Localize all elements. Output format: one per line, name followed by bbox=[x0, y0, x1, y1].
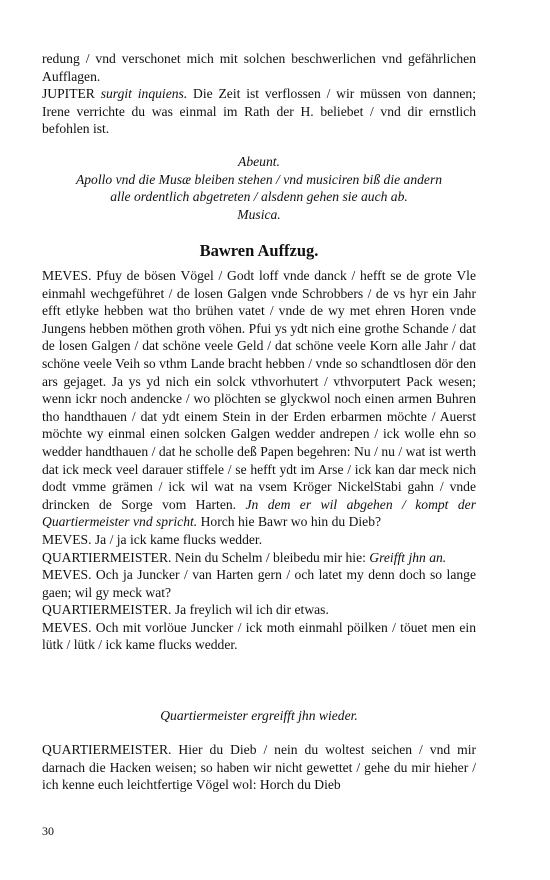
direction-line: Musica. bbox=[237, 206, 281, 222]
dialog-line: QUARTIERMEISTER. Ja freylich wil ich dir etwas. bbox=[42, 602, 329, 618]
last-paragraph: QUARTIERMEISTER. Hier du Dieb / nein du woltest seichen / vnd mir darnach die Hacken weisen; so haben wir nicht gewettet / gehe du mir hieher / ich kenne euch leichtfertige Vögel wol: Horch du Dieb bbox=[42, 742, 476, 793]
direction-line: alle ordentlich abgetreten / alsdenn gehen sie auch ab. bbox=[110, 189, 408, 205]
speech-text: Die Zeit ist verflossen / wir müssen von dannen; Irene verrichte du was einmal im Rath der H. beliebet / vnd dir ernstlich befohlen ist. bbox=[42, 86, 476, 137]
section-heading: Bawren Auffzug. bbox=[199, 241, 319, 260]
speaker: JUPITER bbox=[42, 86, 95, 102]
dialog-line: MEVES. Och mit vorlöue Juncker / ick moth einmahl pöilken / töuet men ein lütk / lütk / ick kame flucks wedder. bbox=[42, 619, 476, 653]
dialog-line: MEVES. Ja / ja ick kame flucks wedder. bbox=[42, 531, 263, 547]
paragraph: redung / vnd verschonet mich mit solchen beschwerlichen vnd gefährlichen Aufflagen. bbox=[42, 51, 476, 84]
jupiter-speech bbox=[42, 85, 476, 138]
stage-direction: Jn dem er wil abgehen / kompt der Quartiermeister vnd spricht. bbox=[42, 496, 476, 530]
stage-direction-block bbox=[42, 153, 476, 223]
direction-line: Abeunt. bbox=[238, 154, 280, 169]
direction-line: Apollo vnd die Musæ bleiben stehen / vnd musiciren biß die andern bbox=[75, 171, 443, 187]
dialog-line bbox=[42, 549, 476, 567]
meves-speech bbox=[42, 267, 476, 531]
stage-direction: Greifft jhn an. bbox=[369, 549, 447, 565]
speech-text: QUARTIERMEISTER. Nein du Schelm / bleibedu mir hie: bbox=[42, 549, 366, 565]
stage-direction-2: Quartiermeister ergreifft jhn wieder. bbox=[160, 708, 358, 723]
speech-text: MEVES. Pfuy de bösen Vögel / Godt loff vnde danck / hefft se de grote Vle einmahl wechgeführet / de losen Galgen vnde Schrobbers / de vs hyr ein Jahr efft etlyke hebben wat tho brühen vatet / vnde de wy met ehren Horen vnde Jungens hebben möthen groth vöhen. Pfui ys ydt nich eine grothe Schande / dat de losen Galgen / dat schöne veele Geld / dat schöne veele Korn alle Jahr / dat schöne veele Veih so vthm Lande bracht hebben / vnde so schandtlosen dör den ars gejaget. Ja ys yd nich ein solck vthvorhutert / vthvorputert Pack wesen; wenn ickr noch andencke / wo plöchten se glyckwol noch einen armen Buhren tho handthauen / dat ydt einem Stein in der Erden erbarmen möchte / Auerst möchte wy einmal einen solcken Galgen wedder andrepen / ick wolle ehn so wedder handthauen / dat he scholle deß Papen begehren: Nu / nu / wat ist werth dat ick meck veel darauer stiffele / se hefft ydt im Arse / ick kan dar meck nich dodt vmme grämen / ick wil wat na vsem Kröger NickelStabi gahn / vnde drincken de Sorge vom Harten. bbox=[42, 268, 476, 512]
page-number: 30 bbox=[42, 824, 54, 838]
stage-direction: surgit inquiens. bbox=[100, 86, 188, 102]
dialog-line: MEVES. Och ja Juncker / van Harten gern / och latet my denn doch so lange gaen; wil gy meck wat? bbox=[42, 567, 476, 600]
main-text bbox=[42, 267, 476, 654]
speech-text: Horch hie Bawr wo hin du Dieb? bbox=[200, 514, 382, 530]
top-text bbox=[42, 50, 476, 138]
